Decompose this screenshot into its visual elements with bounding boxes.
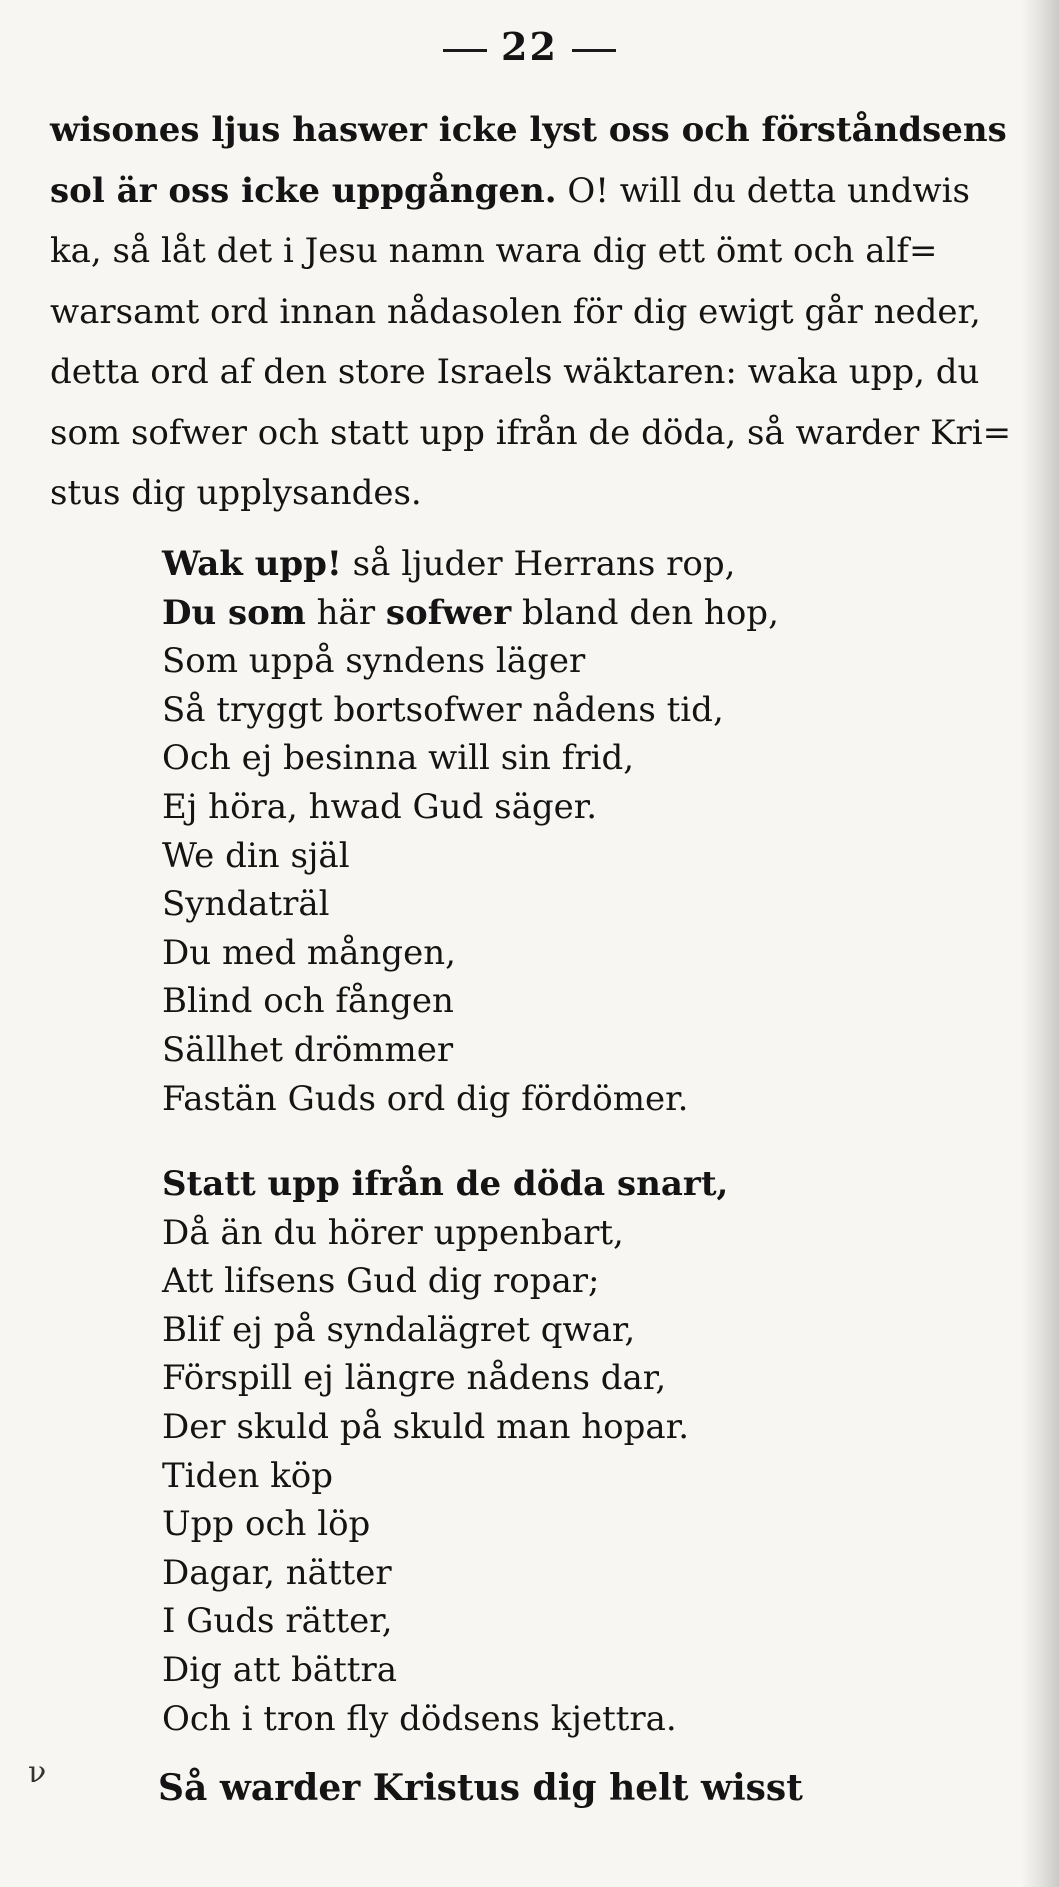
verse-line: Fastän Guds ord dig fördömer. [162, 1078, 689, 1119]
prose-line: stus dig upplysandes. [50, 473, 422, 513]
verse-line: Ej höra, hwad Gud säger. [162, 786, 598, 827]
verse-line: Statt upp ifrån de döda snart, [162, 1164, 729, 1204]
verse-run: här [305, 592, 386, 633]
prose-run: O! will du detta undwis [556, 170, 970, 211]
verse-line: Blif ej på syndalägret qwar, [162, 1309, 636, 1350]
verse-line: Då än du hörer uppenbart, [162, 1212, 624, 1253]
prose-line: wisones ljus haswer icke lyst oss och förståndsens [50, 110, 1007, 150]
prose-line: ka, så låt det i Jesu namn wara dig ett ömt och alf= [50, 231, 938, 271]
verse-bold-run: Du som [162, 592, 306, 633]
left-dash [443, 49, 487, 52]
margin-mark: ν [28, 1755, 47, 1790]
verse-bold-run: sofwer [385, 592, 512, 633]
verse-line: Att lifsens Gud dig ropar; [162, 1261, 600, 1302]
final-line: Så warder Kristus dig helt wisst [158, 1767, 803, 1809]
verse-line: Som uppå syndens läger [162, 641, 586, 682]
verse-line: Der skuld på skuld man hopar. [162, 1406, 690, 1447]
prose-line: detta ord af den store Israels wäktaren: waka upp, du [50, 352, 980, 392]
prose-paragraph [50, 100, 1010, 524]
verse-line: Och i tron fly dödsens kjettra. [162, 1698, 677, 1739]
verse-run: så ljuder Herrans rop, [341, 544, 736, 584]
verse-line: Dagar, nätter [162, 1552, 392, 1593]
page-number: 22 [501, 24, 558, 69]
verse-line: We din själ [162, 835, 350, 876]
verse-line: I Guds rätter, [162, 1601, 393, 1642]
verse-line: Sällhet drömmer [162, 1029, 454, 1070]
hymn-stanza-2 [162, 1160, 982, 1743]
verse-line: Så tryggt bortsofwer nådens tid, [162, 689, 724, 730]
page-number-header [0, 24, 1059, 69]
verse-line: Förspill ej längre nådens dar, [162, 1358, 667, 1399]
prose-line: warsamt ord innan nådasolen för dig ewigt går neder, [50, 291, 981, 332]
verse-run: bland den hop, [511, 592, 779, 633]
verse-line: Blind och fången [162, 981, 454, 1022]
verse-bold-run: Wak upp! [162, 544, 342, 584]
verse-line: Upp och löp [162, 1504, 371, 1545]
verse-line: Syndaträl [162, 884, 330, 925]
verse-line: Dig att bättra [162, 1649, 397, 1690]
verse-line: Tiden köp [162, 1455, 333, 1496]
verse-line: Och ej besinna will sin frid, [162, 738, 635, 779]
verse-line: Du med mången, [162, 932, 456, 973]
page-edge-shadow [1021, 0, 1059, 1887]
verse-line [162, 589, 982, 638]
right-dash [572, 49, 616, 52]
prose-bold-run: sol är oss icke uppgången. [50, 170, 557, 211]
verse-line [162, 540, 982, 589]
hymn-stanza-1 [162, 540, 982, 1123]
prose-line: som sofwer och statt upp ifrån de döda, så warder Kri= [50, 412, 1012, 453]
prose-line [50, 161, 1010, 222]
